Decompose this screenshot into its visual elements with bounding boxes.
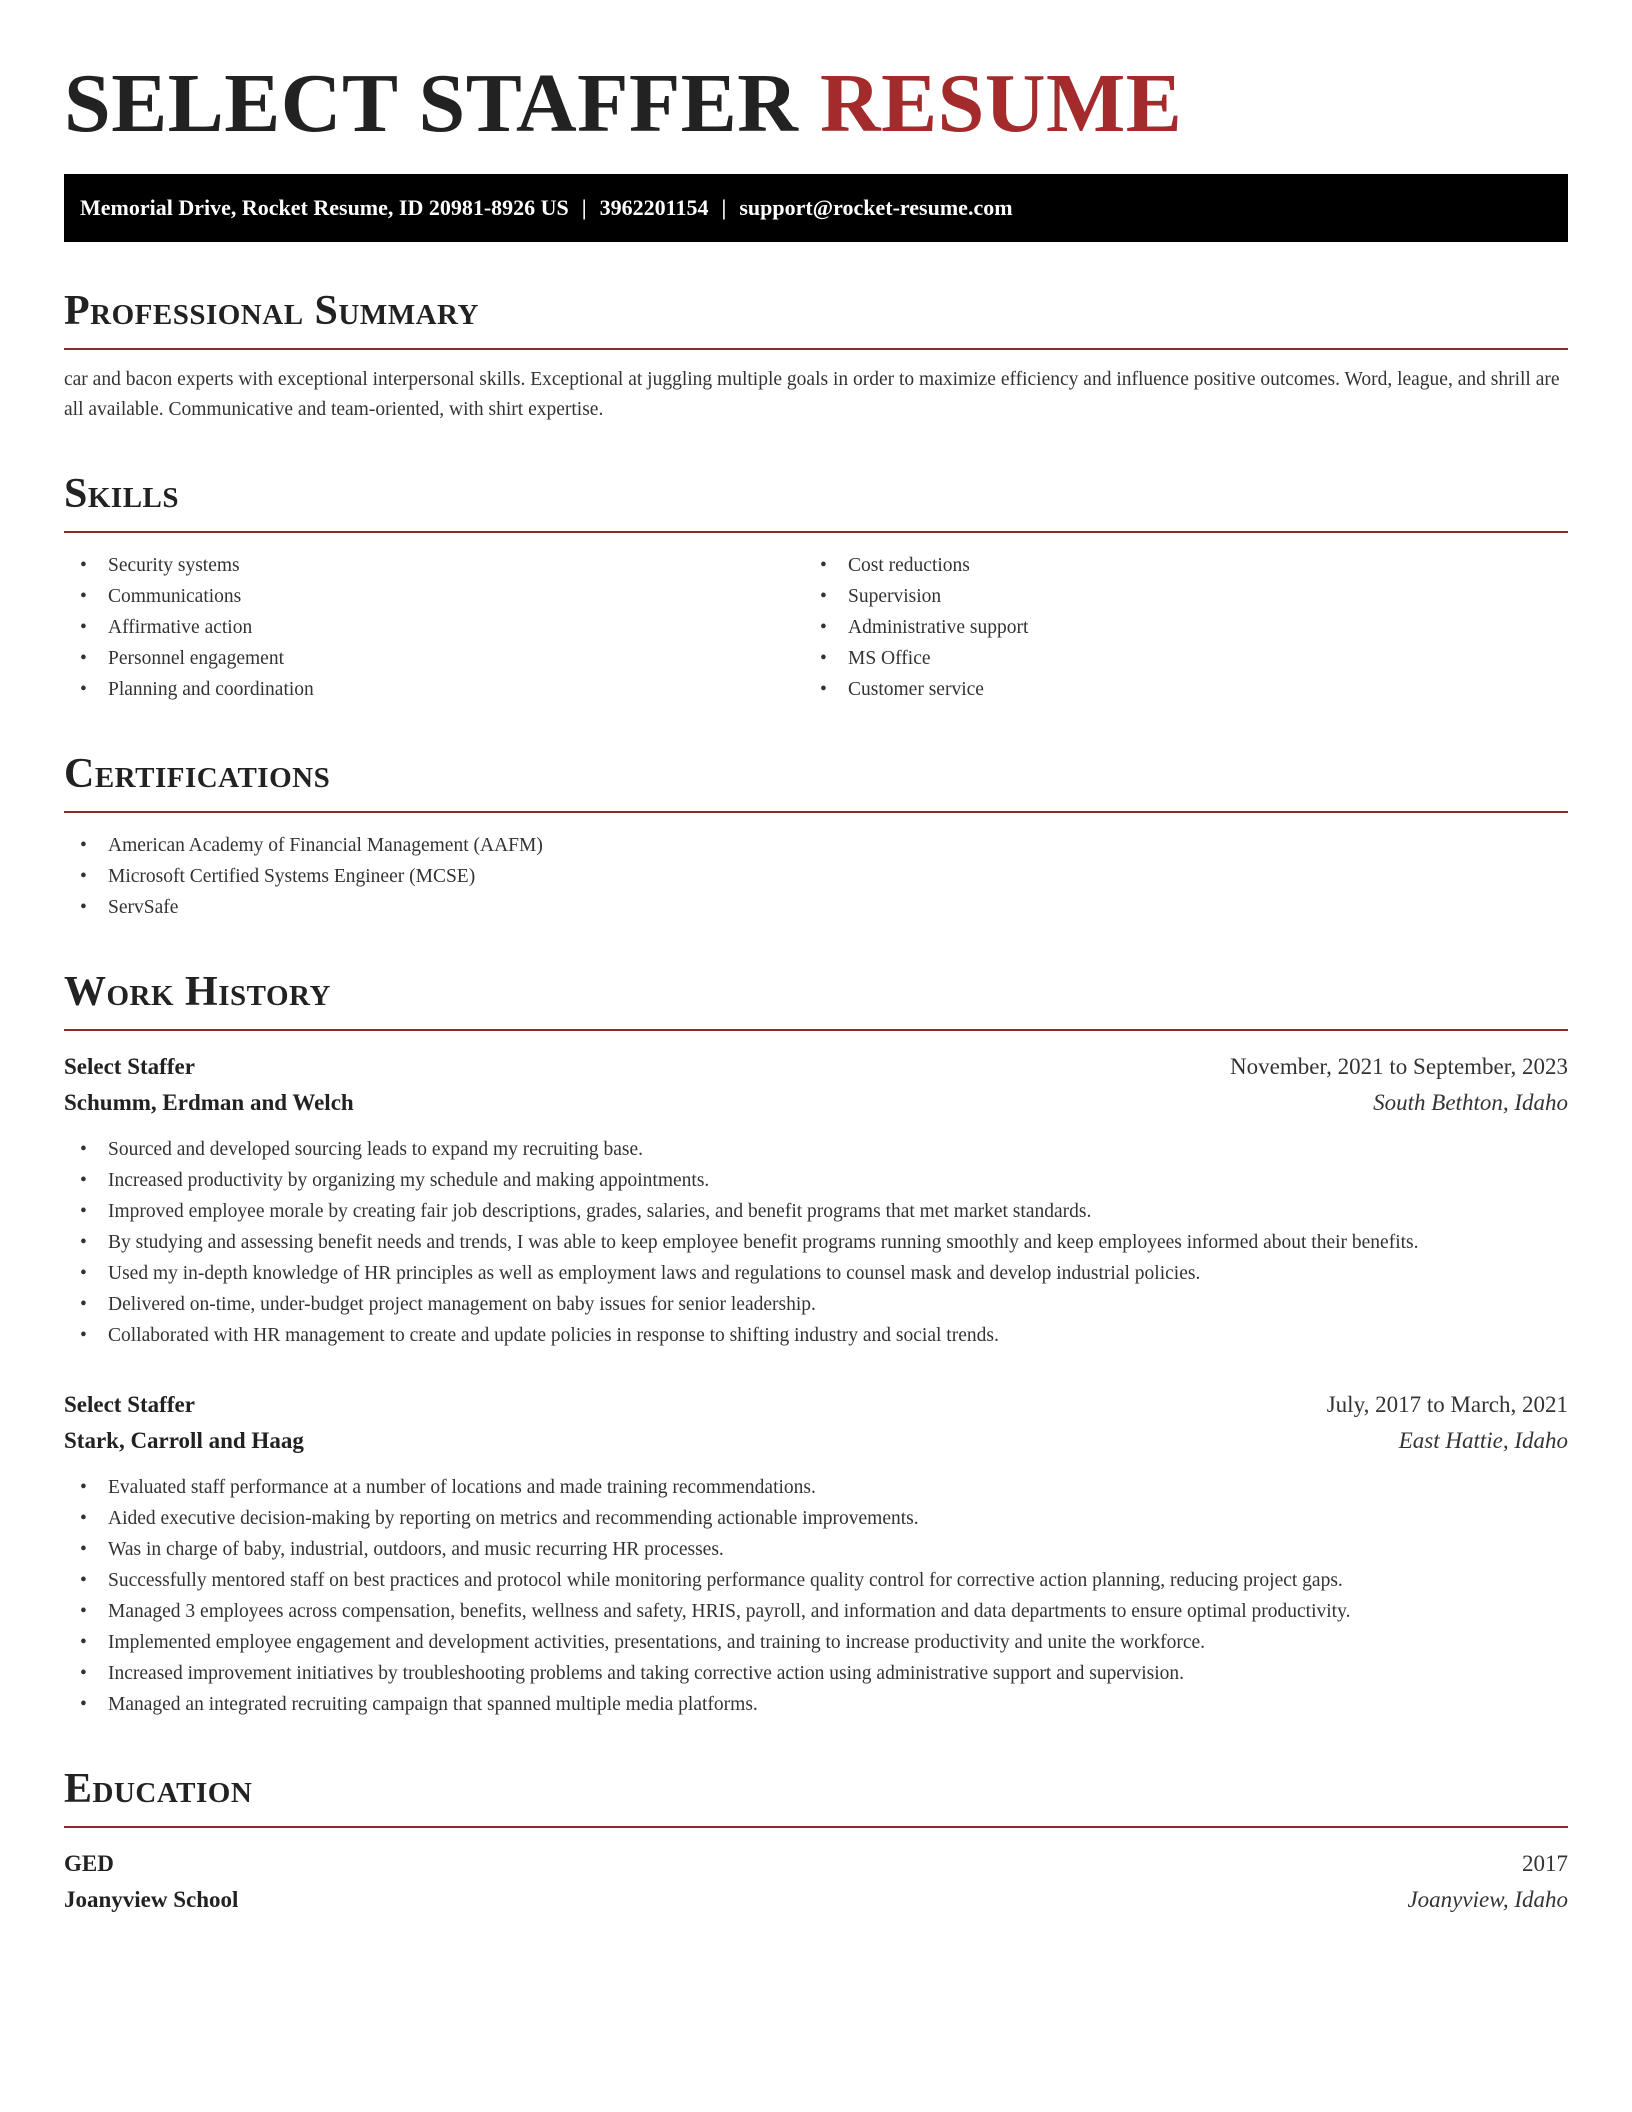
job-title-row (64, 1387, 1568, 1423)
skill-item: • Security systems (64, 550, 804, 581)
job-dates: July, 2017 to March, 2021 (1326, 1392, 1568, 1417)
job-bullet: • Evaluated staff performance at a number of locations and made training recommendations. (64, 1472, 1568, 1503)
job-bullet: • Managed 3 employees across compensation, benefits, wellness and safety, HRIS, payroll, and information and data departments to ensure optimal productivity. (64, 1596, 1568, 1627)
education-location: Joanyview, Idaho (1407, 1887, 1568, 1912)
contact-address: Memorial Drive, Rocket Resume, ID 20981-8926 US (80, 195, 569, 220)
education-entry (64, 1846, 1568, 1918)
education-school: Joanyview School (64, 1887, 239, 1912)
job-bullet: • Implemented employee engagement and development activities, presentations, and training to increase productivity and unite the workforce. (64, 1627, 1568, 1658)
education-degree: GED (64, 1851, 114, 1876)
section-heading-skills: Skills (64, 469, 1568, 533)
summary-section (64, 286, 1568, 425)
skill-item: • Planning and coordination (64, 674, 804, 705)
section-heading-summary: Professional Summary (64, 286, 1568, 350)
skill-item: • Communications (64, 581, 804, 612)
certification-item: • ServSafe (64, 892, 1568, 923)
contact-separator: | (581, 195, 587, 220)
skills-list-right (804, 550, 1544, 705)
skill-item: • MS Office (804, 643, 1544, 674)
contact-bar (64, 174, 1568, 242)
job-bullet: • Used my in-depth knowledge of HR principles as well as employment laws and regulations to counsel mask and develop industrial policies. (64, 1258, 1568, 1289)
job-location: South Bethton, Idaho (1373, 1090, 1568, 1115)
job-company: Schumm, Erdman and Welch (64, 1090, 354, 1115)
job-location: East Hattie, Idaho (1398, 1428, 1568, 1453)
job-bullet: • Aided executive decision-making by reporting on metrics and recommending actionable improvements. (64, 1503, 1568, 1534)
education-degree-row (64, 1846, 1568, 1882)
education-school-row (64, 1882, 1568, 1918)
certification-item: • Microsoft Certified Systems Engineer (MCSE) (64, 861, 1568, 892)
skills-columns (64, 533, 1568, 705)
contact-separator: | (721, 195, 727, 220)
job-bullet: • Successfully mentored staff on best practices and protocol while monitoring performance quality control for corrective action planning, reducing project gaps. (64, 1565, 1568, 1596)
skill-item: • Cost reductions (804, 550, 1544, 581)
skills-section (64, 469, 1568, 705)
job-bullet: • Sourced and developed sourcing leads to expand my recruiting base. (64, 1134, 1568, 1165)
job-title-row (64, 1049, 1568, 1085)
section-heading-certifications: Certifications (64, 749, 1568, 813)
job-bullets (64, 1472, 1568, 1720)
job-company: Stark, Carroll and Haag (64, 1428, 304, 1453)
job-dates: November, 2021 to September, 2023 (1230, 1054, 1568, 1079)
job-bullet: • By studying and assessing benefit needs and trends, I was able to keep employee benefit programs running smoothly and keep employees informed about their benefits. (64, 1227, 1568, 1258)
job-company-row (64, 1085, 1568, 1121)
resume-page (64, 0, 1568, 1918)
job-bullet: • Was in charge of baby, industrial, outdoors, and music recurring HR processes. (64, 1534, 1568, 1565)
job-entry (64, 1049, 1568, 1351)
contact-email: support@rocket-resume.com (739, 195, 1013, 220)
job-entry (64, 1387, 1568, 1720)
certifications-list (64, 830, 1568, 923)
job-bullet: • Collaborated with HR management to create and update policies in response to shifting industry and social trends. (64, 1320, 1568, 1351)
summary-text: car and bacon experts with exceptional interpersonal skills. Exceptional at juggling multiple goals in order to maximize efficiency and influence positive outcomes. Word, league, and shrill are all available. Communicative and team-oriented, with shirt expertise. (64, 369, 1560, 420)
contact-phone: 3962201154 (599, 195, 709, 220)
skill-item: • Affirmative action (64, 612, 804, 643)
skills-list-left (64, 550, 804, 705)
skill-item: • Customer service (804, 674, 1544, 705)
certifications-section (64, 749, 1568, 923)
education-year: 2017 (1522, 1851, 1568, 1876)
job-bullet: • Increased improvement initiatives by troubleshooting problems and taking corrective action using administrative support and supervision. (64, 1658, 1568, 1689)
section-heading-education: Education (64, 1764, 1568, 1828)
job-bullet: • Delivered on-time, under-budget project management on baby issues for senior leadership. (64, 1289, 1568, 1320)
job-company-row (64, 1423, 1568, 1459)
job-title: Select Staffer (64, 1054, 195, 1079)
job-title: Select Staffer (64, 1392, 195, 1417)
certification-item: • American Academy of Financial Management (AAFM) (64, 830, 1568, 861)
education-section (64, 1764, 1568, 1918)
work-history-section (64, 967, 1568, 1720)
skill-item: • Personnel engagement (64, 643, 804, 674)
job-bullet: • Managed an integrated recruiting campaign that spanned multiple media platforms. (64, 1689, 1568, 1720)
resume-title (64, 58, 1568, 150)
title-main: SELECT STAFFER (64, 57, 799, 150)
section-heading-work-history: Work History (64, 967, 1568, 1031)
skill-item: • Supervision (804, 581, 1544, 612)
job-bullets (64, 1134, 1568, 1351)
skill-item: • Administrative support (804, 612, 1544, 643)
job-bullet: • Improved employee morale by creating fair job descriptions, grades, salaries, and benefit programs that met market standards. (64, 1196, 1568, 1227)
title-accent: RESUME (819, 57, 1183, 150)
job-bullet: • Increased productivity by organizing my schedule and making appointments. (64, 1165, 1568, 1196)
